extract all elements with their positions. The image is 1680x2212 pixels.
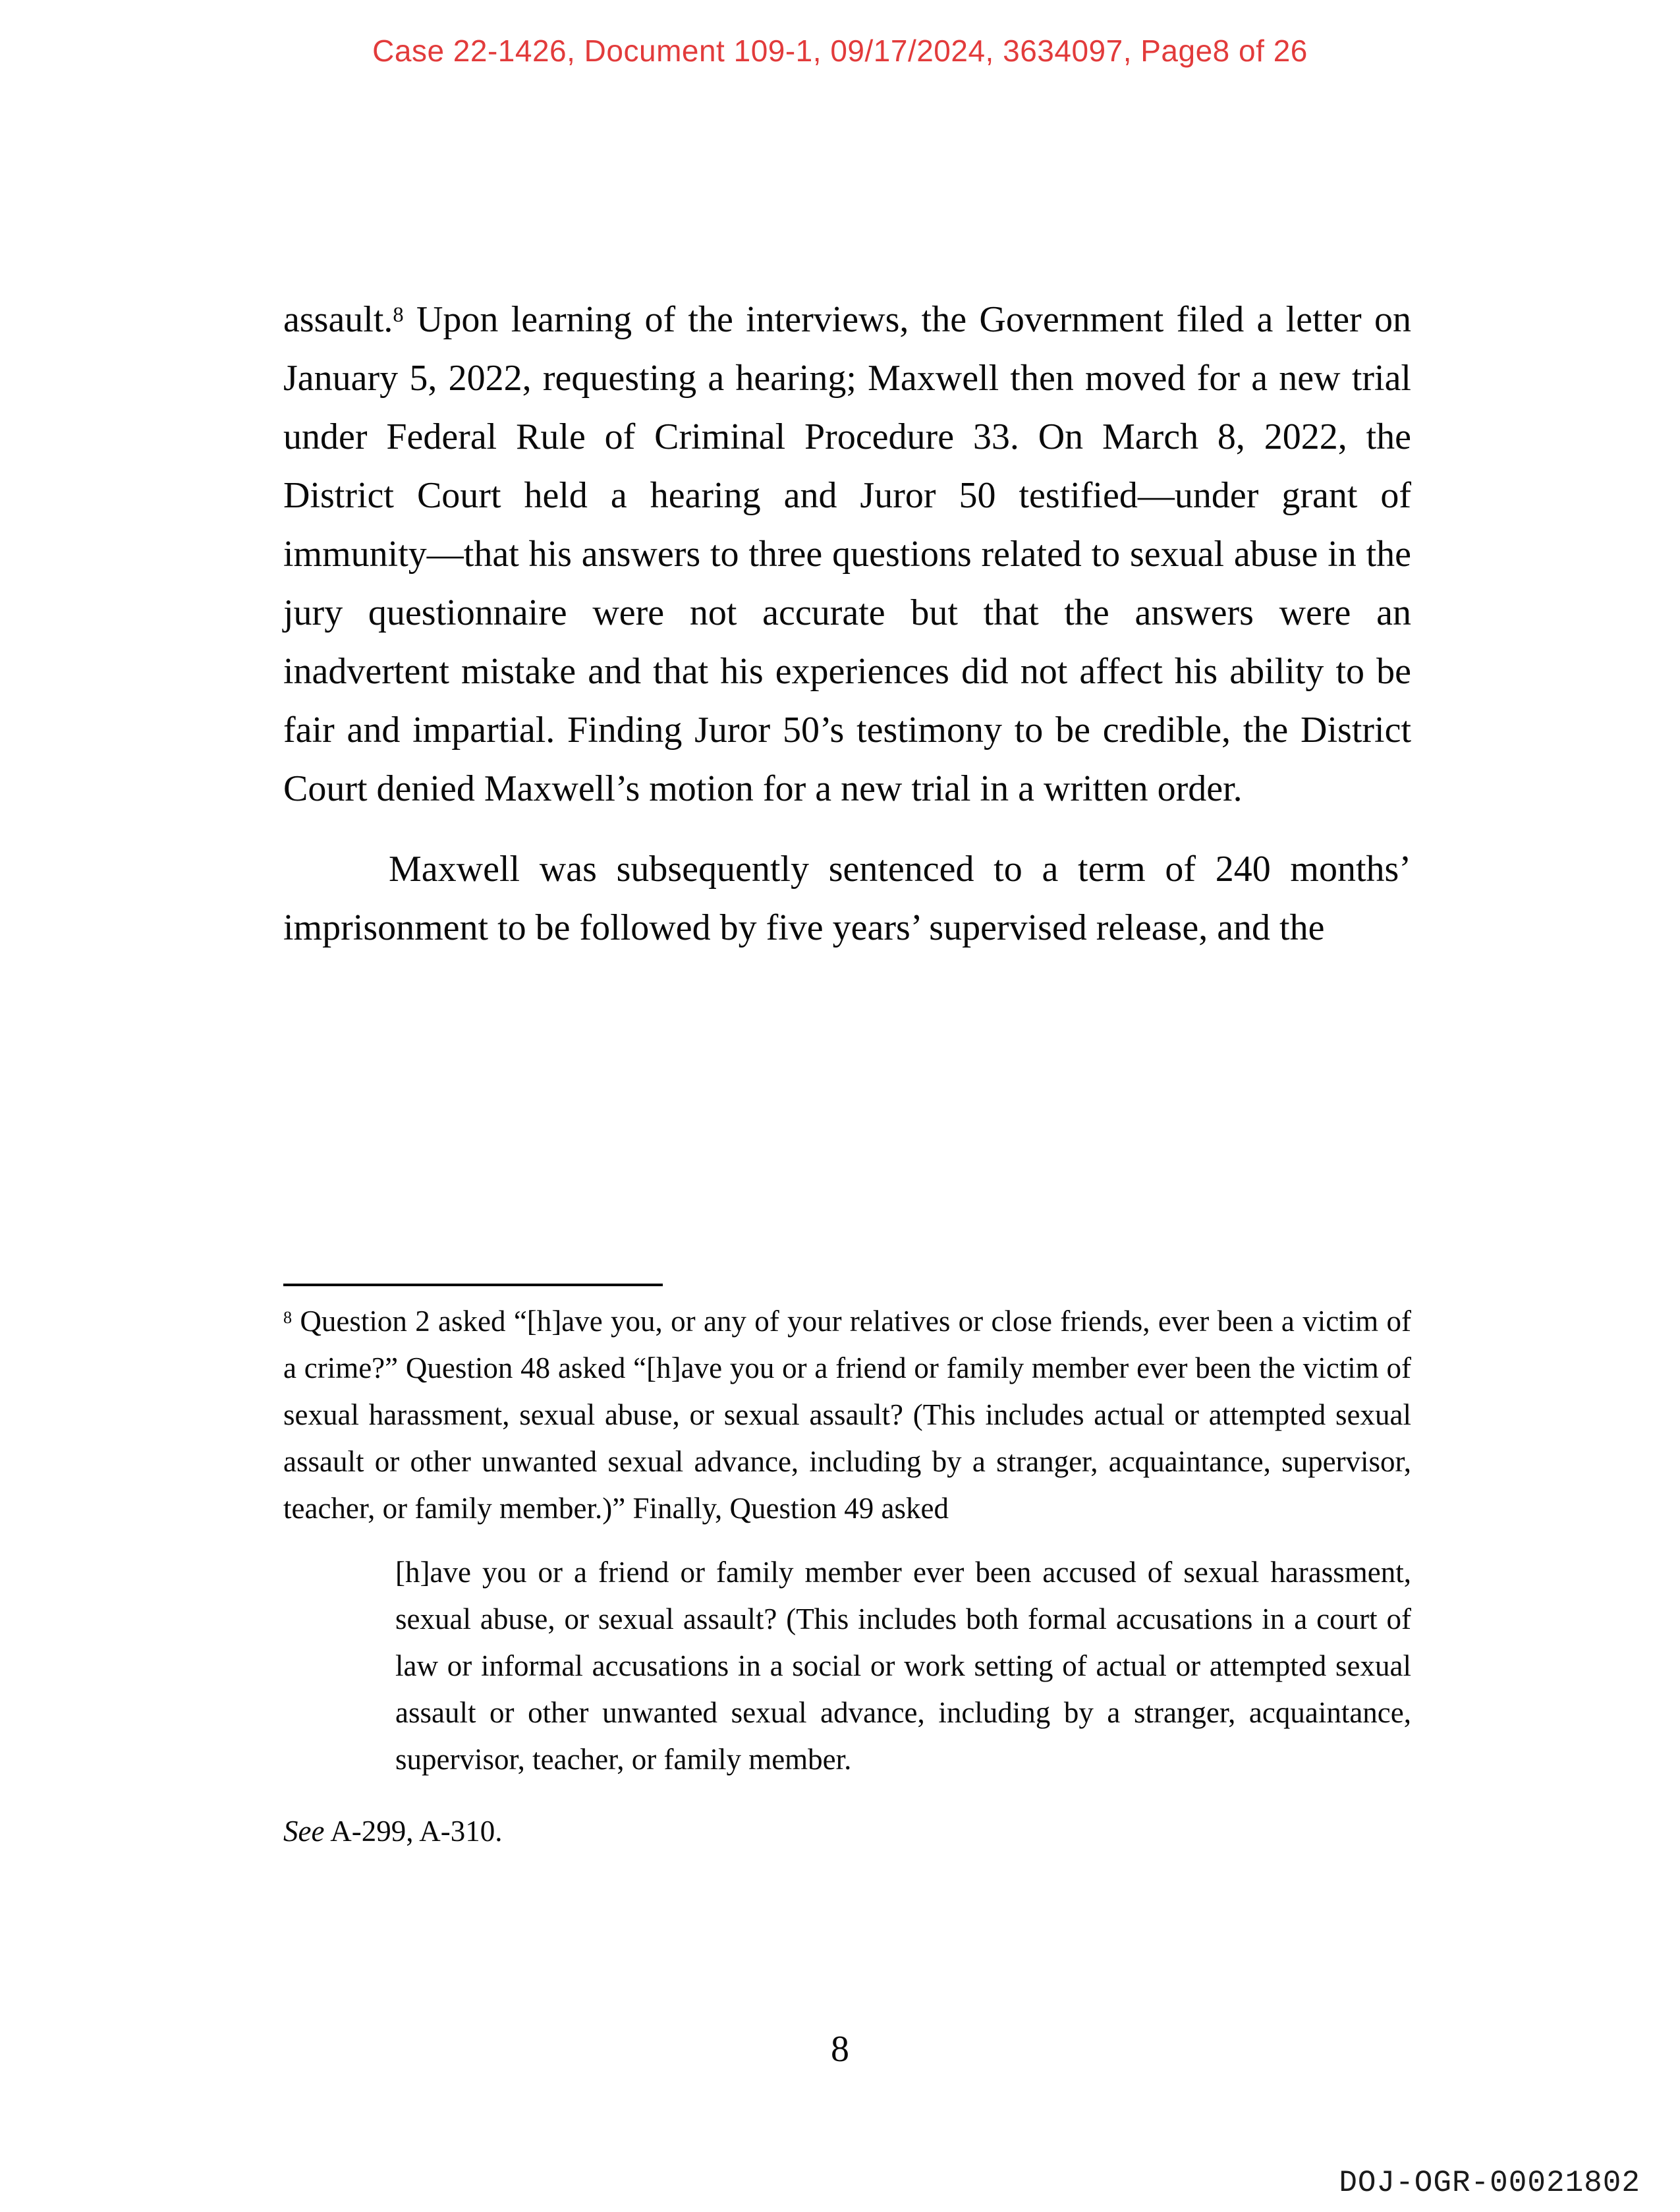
body-paragraph-1-text: Upon learning of the interviews, the Government filed a letter on January 5, 2022, requesting a hearing; Maxwell then moved for a new trial under Federal Rule of Criminal Procedure 33. On March 8, 2022, the District Court held a hearing and Juror 50 testified—under grant of immunity—that his answers to three questions related to sexual abuse in the jury questionnaire were not accurate but that the answers were an inadvertent mistake and that his experiences did not affect his ability to be fair and impartial. Finding Juror 50’s testimony to be credible, the District Court denied Maxwell’s motion for a new trial in a written order.	[283, 299, 1411, 809]
see-italic: See	[283, 1815, 325, 1848]
footnote-8	[283, 1298, 1411, 1532]
body-paragraph-2: Maxwell was subsequently sentenced to a term of 240 months’ imprisonment to be followed by five years’ supervised release, and the	[283, 849, 1411, 948]
bates-number: DOJ-OGR-00021802	[1339, 2166, 1640, 2200]
citation-text: A-299, A-310.	[324, 1815, 503, 1848]
page-number: 8	[831, 2029, 849, 2070]
footnote-separator-rule	[283, 1284, 663, 1286]
footnote-citation	[283, 1808, 1411, 1855]
case-stamp-header: Case 22-1426, Document 109-1, 09/17/2024, 3634097, Page8 of 26	[372, 34, 1308, 68]
footnote-area	[283, 1284, 1411, 1855]
footnote-marker: 8	[283, 1308, 293, 1328]
body-paragraph-1	[283, 291, 1411, 818]
opinion-body	[283, 291, 1411, 957]
body-paragraph-1-lead: assault.	[283, 299, 393, 340]
footnote-blockquote: [h]ave you or a friend or family member ever been accused of sexual harassment, sexual abuse, or sexual assault? (This includes both formal accusations in a court of law or informal accusations in a social or work setting of actual or attempted sexual assault or other unwanted sexual advance, including by a stranger, acquaintance, supervisor, teacher, or family member.	[395, 1556, 1411, 1776]
footnote-reference-8: 8	[393, 303, 404, 327]
footnote-text: Question 2 asked “[h]ave you, or any of your relatives or close friends, ever been a victim of a crime?” Question 48 asked “[h]ave you or a friend or family member ever been the victim of sexual harassment, sexual abuse, or sexual assault? (This includes actual or attempted sexual assault or other unwanted sexual advance, including by a stranger, acquaintance, supervisor, teacher, or family member.)” Finally, Question 49 asked	[283, 1305, 1411, 1525]
